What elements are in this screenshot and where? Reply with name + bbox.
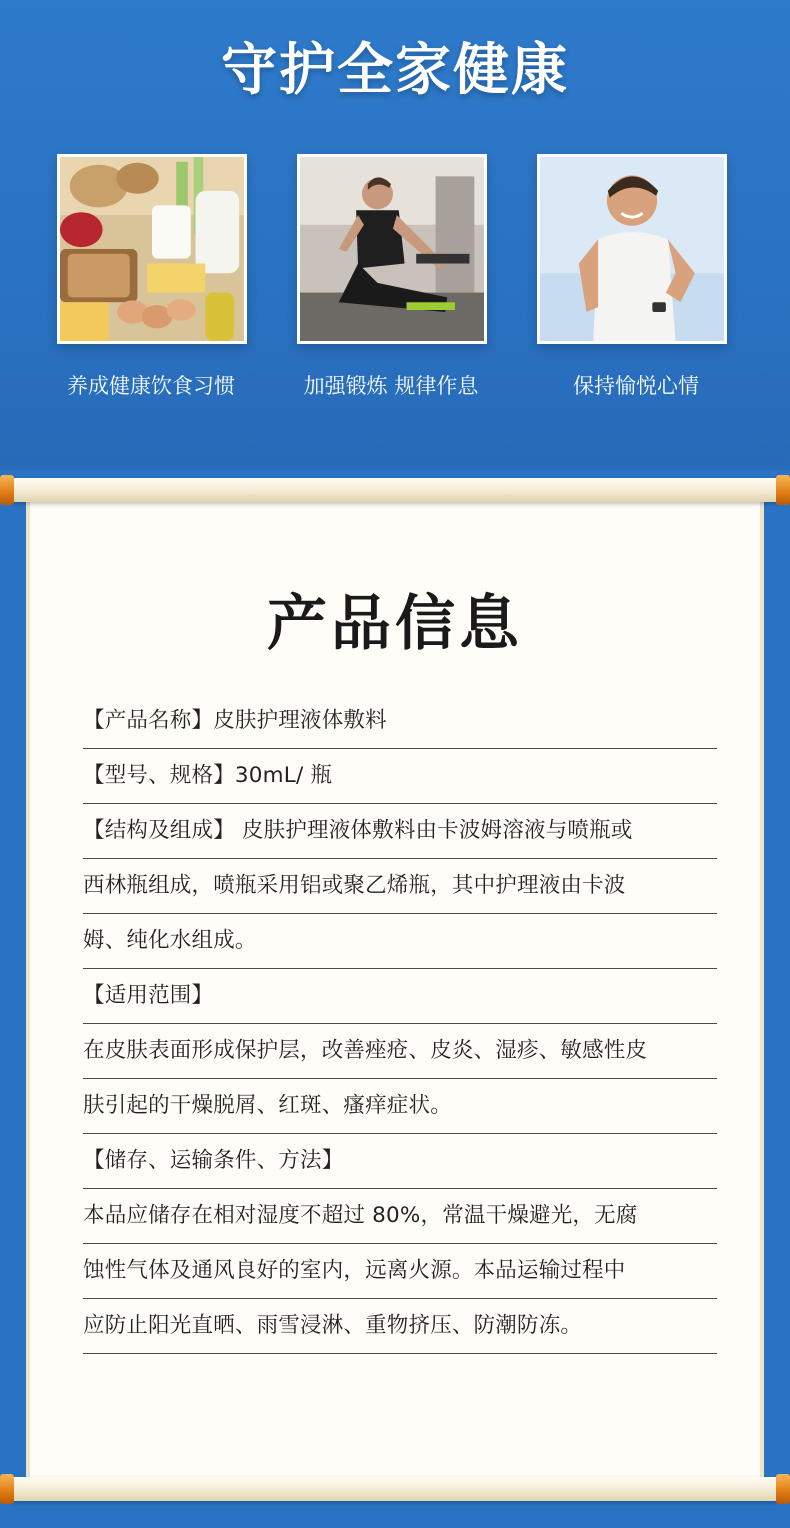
feature-caption-mood: 保持愉悦心情 — [573, 374, 699, 398]
info-line-model-spec: 【型号、规格】30mL/ 瓶 — [83, 749, 717, 804]
page-headline: 守护全家健康 — [221, 37, 569, 103]
info-line-product-name: 【产品名称】皮肤护理液体敷料 — [83, 694, 717, 749]
happy-runner-photo — [537, 154, 727, 344]
info-line-storage-3: 应防止阳光直晒、雨雪浸淋、重物挤压、防潮防冻。 — [83, 1299, 717, 1354]
product-info-list — [83, 694, 717, 1354]
healthy-food-photo — [57, 154, 247, 344]
info-line-scope-1: 在皮肤表面形成保护层，改善痤疮、皮炎、湿疹、敏感性皮 — [83, 1024, 717, 1079]
info-line-storage-1: 本品应储存在相对湿度不超过 80%，常温干燥避光，无腐 — [83, 1189, 717, 1244]
feature-caption-diet: 养成健康饮食习惯 — [67, 374, 235, 398]
info-line-composition-2: 西林瓶组成，喷瓶采用铝或聚乙烯瓶，其中护理液由卡波 — [83, 859, 717, 914]
workout-photo — [297, 154, 487, 344]
info-line-scope-heading: 【适用范围】 — [83, 969, 717, 1024]
product-info-title: 产品信息 — [267, 589, 523, 659]
info-line-composition-3: 姆、纯化水组成。 — [83, 914, 717, 969]
scroll-rod-top — [0, 475, 790, 505]
scroll-rod-bottom — [0, 1474, 790, 1504]
feature-caption-exercise: 加强锻炼 规律作息 — [303, 374, 479, 398]
info-line-scope-2: 肤引起的干燥脱屑、红斑、瘙痒症状。 — [83, 1079, 717, 1134]
info-line-storage-heading: 【储存、运输条件、方法】 — [83, 1134, 717, 1189]
info-line-composition-1: 【结构及组成】 皮肤护理液体敷料由卡波姆溶液与喷瓶或 — [83, 804, 717, 859]
info-line-storage-2: 蚀性气体及通风良好的室内，远离火源。本品运输过程中 — [83, 1244, 717, 1299]
